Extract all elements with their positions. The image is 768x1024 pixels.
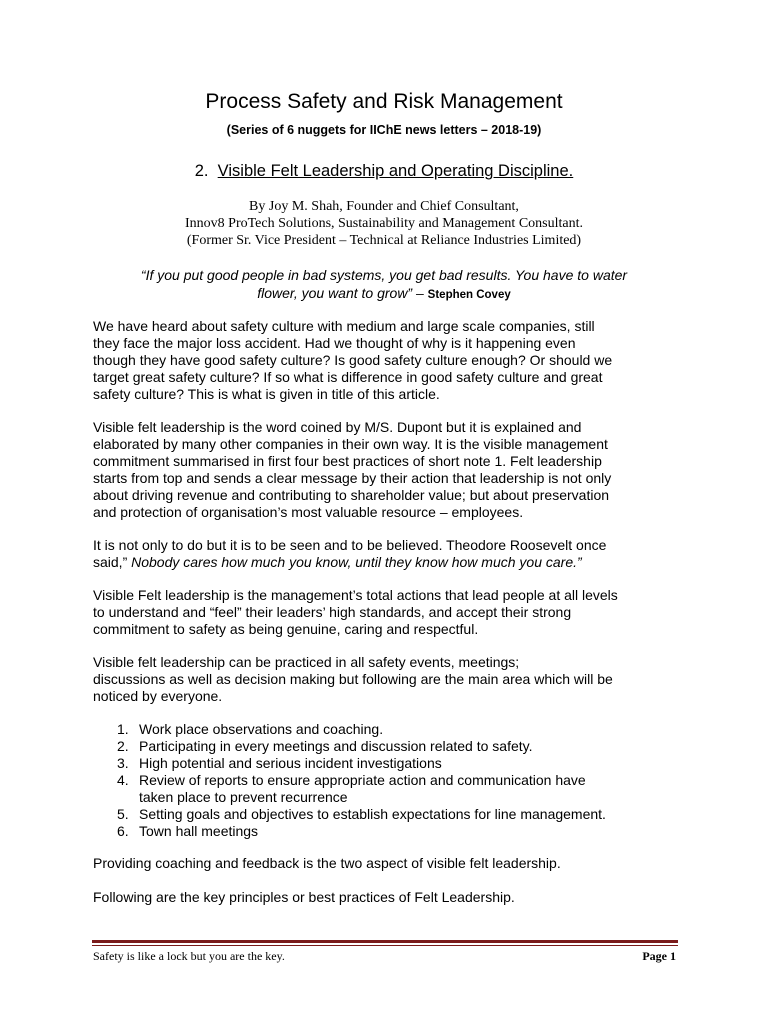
- focus-area-list: [117, 721, 697, 840]
- paragraph-6: [93, 855, 683, 872]
- paragraph-3: [93, 537, 683, 571]
- list-item: 6. Town hall meetings: [117, 823, 259, 839]
- byline-line: (Former Sr. Vice President – Technical at Reliance Industries Limited): [186, 233, 582, 248]
- paragraph-line: We have heard about safety culture with medium and large scale companies, still: [93, 318, 595, 334]
- byline-line: By Joy M. Shah, Founder and Chief Consultant,: [249, 199, 519, 214]
- paragraph-line: Following are the key principles or best practices of Felt Leadership.: [93, 889, 515, 905]
- paragraph-line: though they have good safety culture? Is good safety culture enough? Or should we: [93, 352, 613, 368]
- document-subtitle: (Series of 6 nuggets for IIChE news letters – 2018-19): [226, 123, 542, 137]
- paragraph-line: to understand and “feel” their leaders’ high standards, and accept their strong: [93, 604, 572, 620]
- paragraph-line: commitment summarised in first four best practices of short note 1. Felt leadership: [93, 453, 602, 469]
- section-number: 2.: [194, 162, 209, 180]
- paragraph-7: [93, 889, 683, 906]
- paragraph-line: Visible felt leadership can be practiced in all safety events, meetings;: [93, 654, 520, 670]
- list-item: 5. Setting goals and objectives to establish expectations for line management.: [117, 806, 606, 822]
- paragraph-line: target great safety culture? If so what is difference in good safety culture and great: [93, 369, 603, 385]
- author-byline: [0, 198, 768, 249]
- byline-line: Innov8 ProTech Solutions, Sustainability and Management Consultant.: [185, 216, 583, 231]
- footer-divider: [92, 940, 678, 943]
- paragraph-text: said,”: [93, 554, 132, 570]
- paragraph-2: [93, 419, 683, 521]
- epigraph-quote: [100, 266, 668, 304]
- quote-author: Stephen Covey: [427, 289, 511, 301]
- paragraph-1: [93, 318, 683, 403]
- paragraph-line: elaborated by many other companies in their own way. It is the visible management: [93, 436, 608, 452]
- paragraph-line: starts from top and sends a clear message by their action that leadership is not only: [93, 470, 612, 486]
- paragraph-line: they face the major loss accident. Had we thought of why is it happening even: [93, 335, 576, 351]
- section-heading: [0, 159, 768, 183]
- roosevelt-quote: Nobody cares how much you know, until they know how much you care.”: [131, 554, 582, 570]
- paragraph-4: [93, 587, 683, 638]
- paragraph-line: Providing coaching and feedback is the two aspect of visible felt leadership.: [93, 855, 561, 871]
- paragraph-line: safety culture? This is what is given in title of this article.: [93, 386, 440, 402]
- quote-line: flower, you want to grow” –: [257, 285, 428, 301]
- document-title: Process Safety and Risk Management: [205, 90, 563, 113]
- paragraph-line: discussions as well as decision making but following are the main area which will be: [93, 671, 613, 687]
- page-number: Page 1: [642, 949, 676, 963]
- paragraph-line: and protection of organisation’s most valuable resource – employees.: [93, 504, 524, 520]
- paragraph-line: noticed by everyone.: [93, 688, 223, 704]
- paragraph-line: It is not only to do but it is to be seen and to be believed. Theodore Roosevelt once: [93, 537, 607, 553]
- paragraph-line: Visible Felt leadership is the management’s total actions that lead people at all levels: [93, 587, 618, 603]
- paragraph-5: [93, 654, 683, 705]
- paragraph-line: about driving revenue and contributing to shareholder value; but about preservation: [93, 487, 610, 503]
- list-item: 3. High potential and serious incident investigations: [117, 755, 442, 771]
- list-item: 1. Work place observations and coaching.: [117, 721, 384, 737]
- list-item: 2. Participating in every meetings and discussion related to safety.: [117, 738, 533, 754]
- section-title: Visible Felt Leadership and Operating Discipline.: [217, 162, 574, 180]
- footer-tagline: Safety is like a lock but you are the key.: [93, 949, 285, 963]
- paragraph-line: commitment to safety as being genuine, caring and respectful.: [93, 621, 479, 637]
- list-item: 4. Review of reports to ensure appropriate action and communication have taken place to prevent recurrence: [117, 772, 586, 805]
- footer-divider-thin: [92, 945, 678, 946]
- paragraph-line: Visible felt leadership is the word coined by M/S. Dupont but it is explained and: [93, 419, 582, 435]
- quote-line: “If you put good people in bad systems, you get bad results. You have to water: [140, 267, 628, 283]
